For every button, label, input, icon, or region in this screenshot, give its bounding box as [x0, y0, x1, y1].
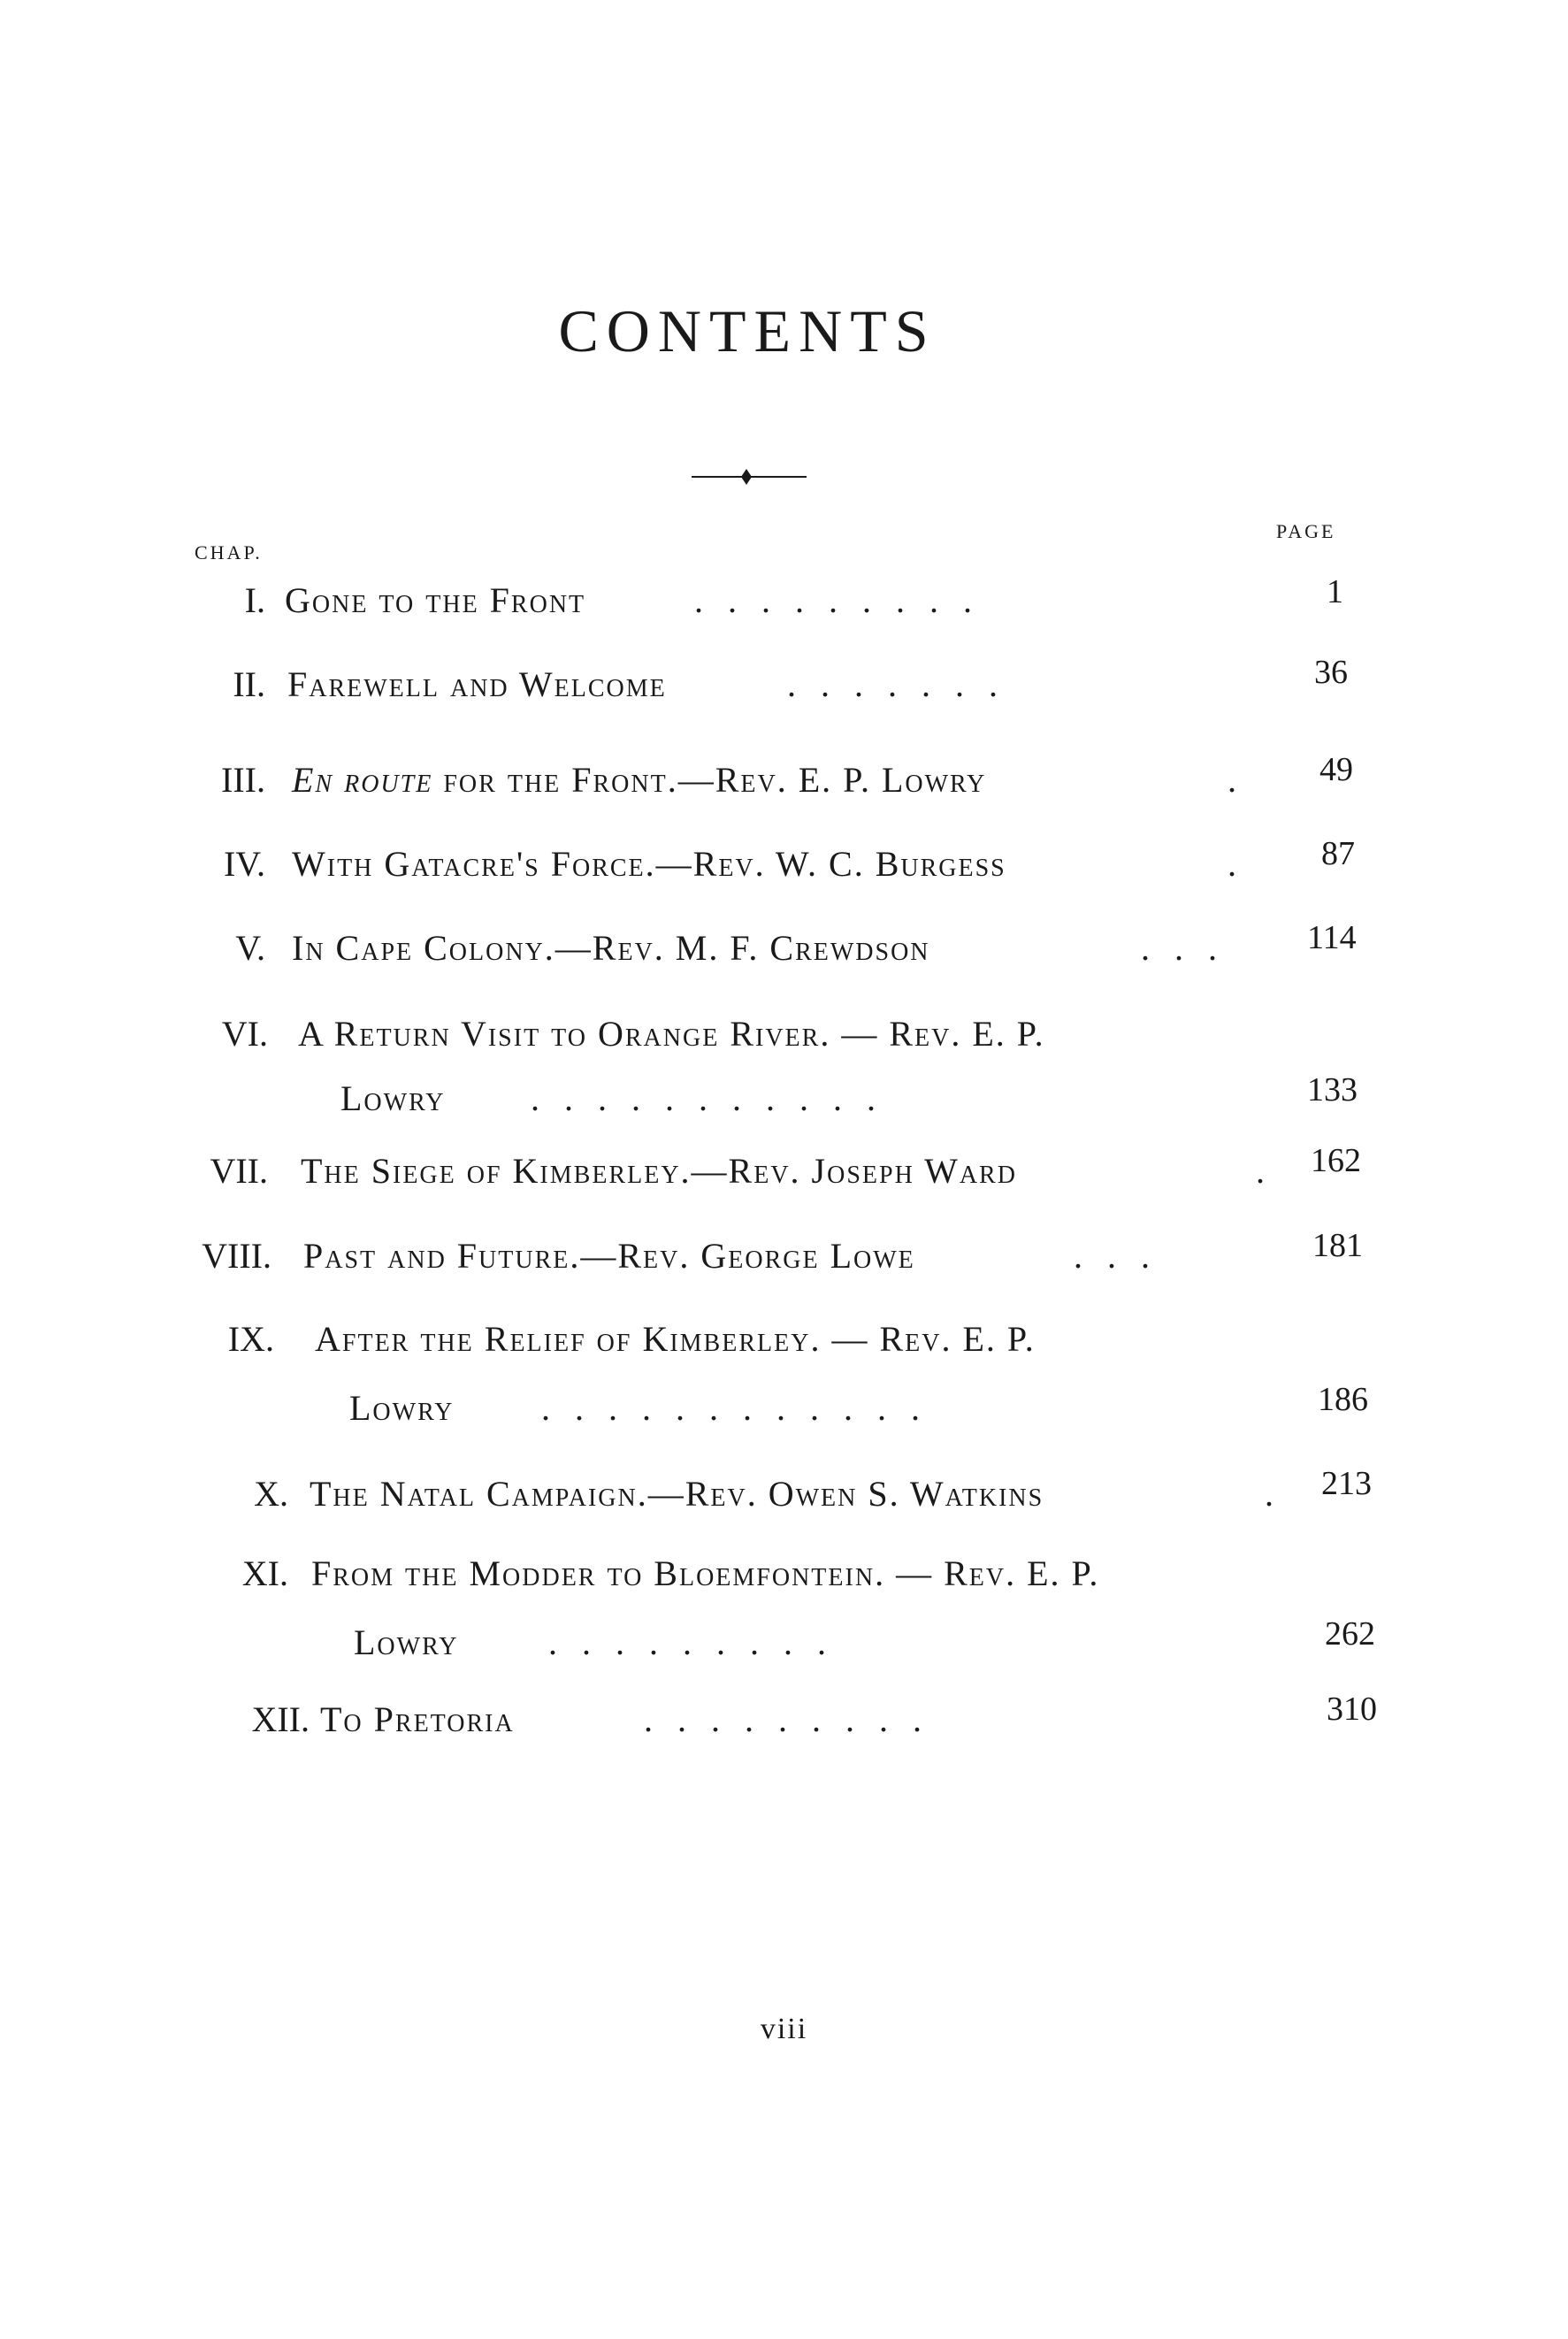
chapter-number: XII. [251, 1699, 310, 1739]
toc-entry [0, 1691, 1568, 1752]
leader-dots: ......... [694, 580, 997, 620]
page-number: 36 [1314, 654, 1348, 691]
chapter-title: After the Relief of Kimberley. — Rev. E. P. [315, 1319, 1036, 1359]
leader-dots: ... [1141, 928, 1242, 968]
page-number: 114 [1307, 919, 1357, 956]
toc-entry [0, 751, 1568, 812]
chapter-title-italic: En route [292, 760, 433, 800]
chapter-number: VI. [221, 1014, 268, 1054]
leader-dots: ....... [787, 664, 1022, 704]
chapter-number: IX. [227, 1319, 274, 1359]
leader-dots: ............ [541, 1388, 945, 1428]
chapter-title-continued: Lowry [349, 1388, 455, 1428]
chapter-number: X. [254, 1474, 288, 1514]
leader-dots: ......... [548, 1622, 851, 1662]
chapter-title-continued: Lowry [340, 1078, 446, 1118]
chapter-title: With Gatacre's Force.—Rev. W. C. Burgess [292, 844, 1006, 884]
page-number: 49 [1319, 751, 1353, 788]
chapter-title: In Cape Colony.—Rev. M. F. Crewdson [292, 928, 930, 968]
page-title: CONTENTS [558, 297, 937, 364]
page-number: 1 [1327, 573, 1343, 610]
chap-column-header: CHAP. [195, 541, 263, 564]
chapter-title-continued: Lowry [354, 1622, 459, 1662]
chapter-title: To Pretoria [320, 1699, 515, 1739]
chapter-title [292, 759, 986, 801]
chapter-title: The Natal Campaign.—Rev. Owen S. Watkins [310, 1474, 1044, 1514]
chapter-number: VII. [210, 1151, 268, 1191]
leader-dots: ......... [644, 1699, 946, 1739]
toc-entry [0, 1318, 1568, 1428]
page-number: 262 [1325, 1615, 1375, 1653]
toc-entry [0, 573, 1568, 633]
toc-entry [0, 1553, 1568, 1662]
chapter-title-rest: for the Front.—Rev. E. P. Lowry [432, 760, 987, 800]
toc-entry [0, 654, 1568, 717]
chapter-number: III. [221, 760, 265, 800]
leader-dots: . [1265, 1474, 1298, 1514]
leader-dots: ........... [531, 1078, 900, 1118]
page-number: 87 [1321, 835, 1355, 872]
leader-dots: . [1228, 844, 1261, 884]
leader-dots: ... [1074, 1236, 1174, 1276]
chapter-title: A Return Visit to Orange River. — Rev. E. P. [298, 1014, 1045, 1054]
chapter-number: XI. [241, 1553, 288, 1593]
page-number: 213 [1321, 1465, 1372, 1502]
chapter-number: I. [244, 580, 265, 620]
chapter-title: Farewell and Welcome [287, 664, 667, 704]
page-number: 133 [1307, 1071, 1358, 1108]
folio-page-number: viii [760, 2013, 808, 2045]
ornament-divider-icon [692, 466, 807, 487]
chapter-title: From the Modder to Bloemfontein. — Rev. E. P. [311, 1553, 1100, 1593]
chapter-title: Past and Future.—Rev. George Lowe [303, 1236, 915, 1276]
chapter-title: The Siege of Kimberley.—Rev. Joseph Ward [301, 1151, 1017, 1191]
leader-dots: . [1256, 1151, 1289, 1191]
toc-entry [0, 1013, 1568, 1118]
page-number: 181 [1312, 1227, 1363, 1264]
toc-entry [0, 1227, 1568, 1288]
toc-entry [0, 919, 1568, 980]
leader-dots: . [1228, 760, 1261, 800]
toc-entry [0, 835, 1568, 896]
page-number: 162 [1311, 1142, 1361, 1179]
chapter-number: V. [235, 928, 265, 968]
chapter-title: Gone to the Front [285, 580, 586, 620]
page-number: 310 [1327, 1691, 1377, 1728]
toc-entry [0, 1142, 1568, 1203]
chapter-number: VIII. [202, 1236, 272, 1276]
page-column-header: PAGE [1276, 520, 1336, 542]
chapter-number: IV. [223, 844, 265, 884]
toc-entry [0, 1465, 1568, 1526]
page-number: 186 [1318, 1381, 1368, 1418]
chapter-number: II. [233, 664, 265, 704]
